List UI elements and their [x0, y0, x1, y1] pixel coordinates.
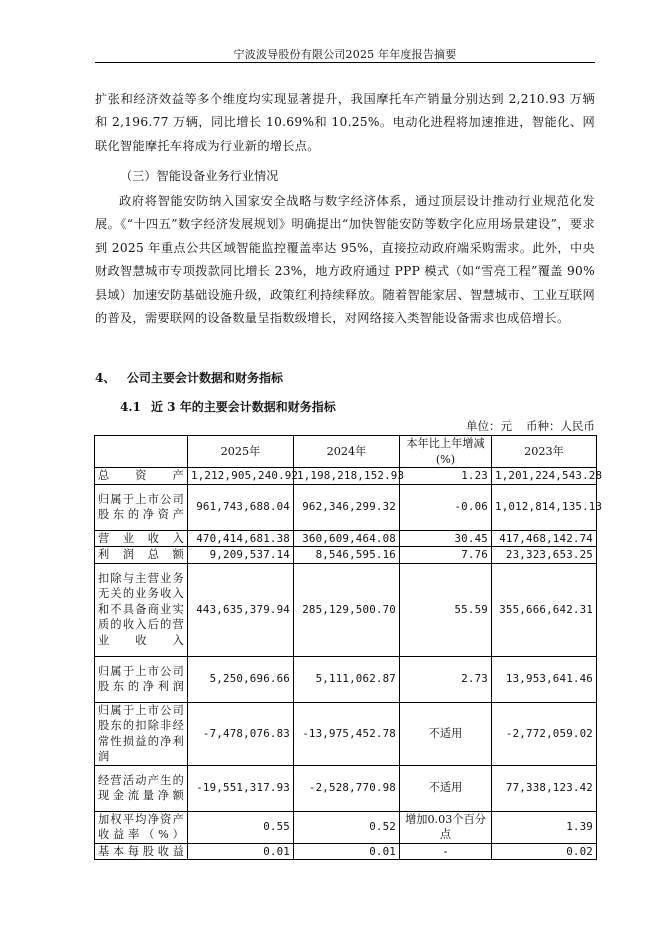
- header-2025: 2025年: [188, 436, 294, 468]
- row-label: 经营活动产生的现金流量净额: [95, 765, 188, 811]
- table-row: [95, 702, 597, 765]
- table-row: [95, 811, 597, 843]
- table-row: [95, 656, 597, 702]
- row-label: 利润总额: [95, 547, 188, 564]
- cell-2024: 360,609,464.08: [294, 530, 400, 547]
- header-item: [95, 436, 188, 468]
- page-header-title: 宁波波导股份有限公司2025 年年度报告摘要: [233, 48, 457, 61]
- cell-change: -0.06: [400, 484, 492, 530]
- row-label: 归属于上市公司股东的扣除非经常性损益的净利润: [95, 702, 188, 765]
- cell-2023: 23,323,653.25: [492, 547, 597, 564]
- cell-2025: 5,250,696.66: [188, 656, 294, 702]
- paragraph-smart-devices: 政府将智能安防纳入国家安全战略与数字经济体系，通过顶层设计推动行业规范化发展。《“十四五”数字经济发展规划》明确提出“加快智能安防等数字化应用场景建设”，要求到 2025 年重点公共区域智能监控覆盖率达 95%，直接拉动政府端采购需求。此外，中央财政智慧城市专项拨款同比增长 23%，地方政府通过 PPP 模式（如“雪亮工程”覆盖 90%县域）加速安防基础设施升级，政策红利持续释放。随着智能家居、智慧城市、工业互联网的普及，需要联网的设备数量呈指数级增长，对网络接入类智能设备需求也成倍增长。: [95, 194, 595, 326]
- cell-2024: 0.01: [294, 843, 400, 860]
- cell-change: 不适用: [400, 702, 492, 765]
- cell-2023: 1.39: [492, 811, 597, 843]
- table-header-row: [95, 436, 597, 468]
- row-label: 营业收入: [95, 530, 188, 547]
- cell-2024: 962,346,299.32: [294, 484, 400, 530]
- table-row: [95, 484, 597, 530]
- section-4-number: 4、: [95, 371, 116, 385]
- cell-2023: 1,012,814,135.13: [492, 484, 597, 530]
- cell-change: 55.59: [400, 563, 492, 656]
- section-4-1-title: 近 3 年的主要会计数据和财务指标: [151, 400, 336, 414]
- cell-2025: 1,212,905,240.92: [188, 468, 294, 485]
- cell-2025: 443,635,379.94: [188, 563, 294, 656]
- currency: 币种：人民币: [526, 419, 595, 433]
- table-row: [95, 547, 597, 564]
- cell-change: 7.76: [400, 547, 492, 564]
- section-4-1-number: 4.1: [120, 400, 141, 414]
- table-row: [95, 468, 597, 485]
- cell-change: 30.45: [400, 530, 492, 547]
- currency-unit: 单位：元: [466, 419, 512, 433]
- cell-change: 增加0.03个百分点: [400, 811, 492, 843]
- cell-2023: 13,953,641.46: [492, 656, 597, 702]
- header-2023: 2023年: [492, 436, 597, 468]
- table-row: [95, 765, 597, 811]
- cell-2025: 9,209,537.14: [188, 547, 294, 564]
- cell-2023: 355,666,642.31: [492, 563, 597, 656]
- cell-2025: 0.55: [188, 811, 294, 843]
- header-change: 本年比上年增减(%): [400, 436, 492, 468]
- paragraph-motorcycle-industry: 扩张和经济效益等多个维度均实现显著提升，我国摩托车产销量分别达到 2,210.93 万辆和 2,196.77 万辆，同比增长 10.69%和 10.25%。电动化进程将加速推进，智能化、网联化智能摩托车将成为行业新的增长点。: [95, 92, 595, 153]
- cell-change: 2.73: [400, 656, 492, 702]
- cell-2025: -19,551,317.93: [188, 765, 294, 811]
- cell-2024: 0.52: [294, 811, 400, 843]
- cell-2025: 470,414,681.38: [188, 530, 294, 547]
- cell-2024: -2,528,770.98: [294, 765, 400, 811]
- table-row: [95, 563, 597, 656]
- cell-2024: 285,129,500.70: [294, 563, 400, 656]
- section-4-1-heading: [120, 398, 336, 415]
- row-label: 归属于上市公司股东的净利润: [95, 656, 188, 702]
- financial-data-table: [94, 435, 603, 860]
- cell-2023: 0.02: [492, 843, 597, 860]
- row-label: 归属于上市公司股东的净资产: [95, 484, 188, 530]
- subheading-smart-devices: （三）智能设备业务行业情况: [120, 169, 279, 183]
- cell-2023: -2,772,059.02: [492, 702, 597, 765]
- cell-change: -: [400, 843, 492, 860]
- cell-2025: -7,478,076.83: [188, 702, 294, 765]
- cell-2023: 1,201,224,543.28: [492, 468, 597, 485]
- header-2024: 2024年: [294, 436, 400, 468]
- cell-2024: 5,111,062.87: [294, 656, 400, 702]
- cell-2023: 417,468,142.74: [492, 530, 597, 547]
- cell-change: 1.23: [400, 468, 492, 485]
- table-row: [95, 843, 597, 860]
- row-label: 基本每股收益: [95, 843, 188, 860]
- row-label: 加权平均净资产收益率（%）: [95, 811, 188, 843]
- cell-2023: 77,338,123.42: [492, 765, 597, 811]
- cell-change: 不适用: [400, 765, 492, 811]
- unit-line: [466, 418, 595, 434]
- cell-2024: 1,198,218,152.93: [294, 468, 400, 485]
- cell-2024: -13,975,452.78: [294, 702, 400, 765]
- cell-2024: 8,546,595.16: [294, 547, 400, 564]
- table-row: [95, 530, 597, 547]
- cell-2025: 961,743,688.04: [188, 484, 294, 530]
- cell-2025: 0.01: [188, 843, 294, 860]
- section-4-heading: [95, 369, 283, 386]
- header-divider: [95, 62, 595, 63]
- section-4-title: 公司主要会计数据和财务指标: [127, 371, 284, 385]
- row-label: 总资产: [95, 468, 188, 485]
- row-label: 扣除与主营业务无关的业务收入和不具备商业实质的收入后的营业收入: [95, 563, 188, 656]
